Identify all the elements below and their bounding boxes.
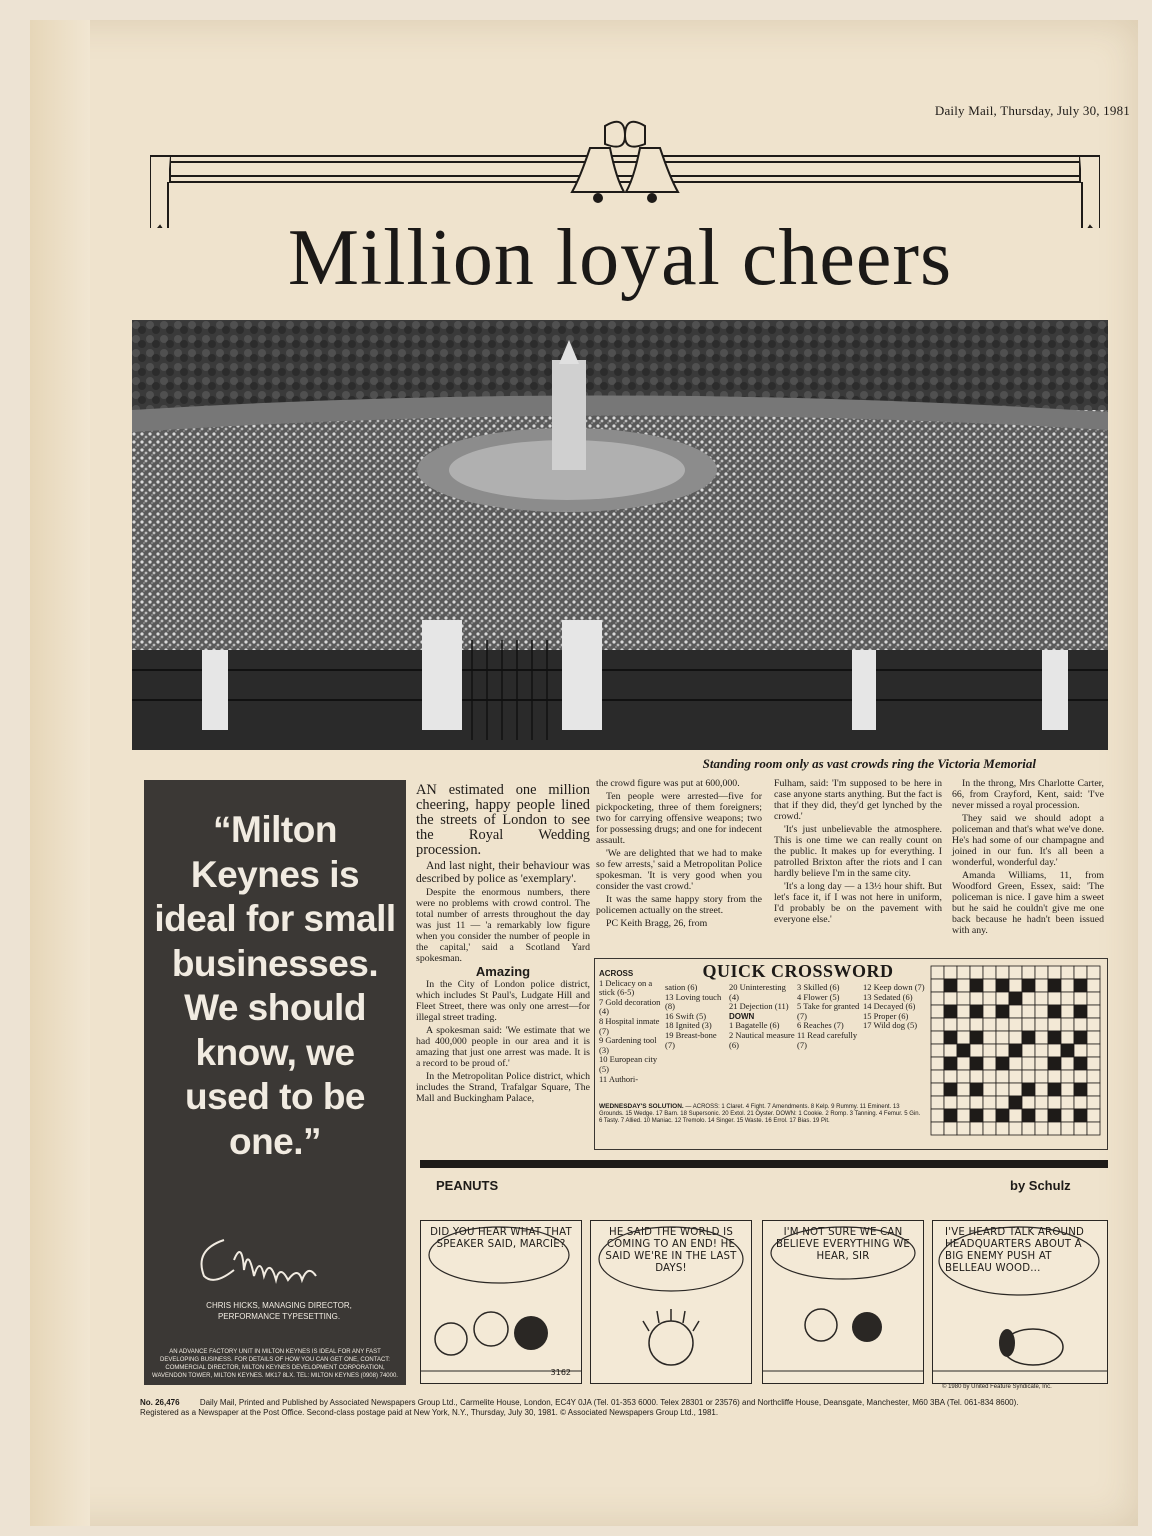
advert-quote: “Milton Keynes is ideal for small businesses. We should know, we used to be one.” — [154, 809, 396, 1162]
comic-art-icon — [421, 1221, 581, 1383]
solution-label: WEDNESDAY'S SOLUTION. — [599, 1103, 684, 1110]
crossword-cell — [931, 1109, 944, 1122]
crossword-cell — [1022, 1044, 1035, 1057]
crossword-cell — [931, 1018, 944, 1031]
crossword-cell — [1048, 1096, 1061, 1109]
crossword-cell — [957, 1109, 970, 1122]
crossword-cell — [1061, 1083, 1074, 1096]
crossword-cell — [970, 1044, 983, 1057]
crossword-cell — [970, 1122, 983, 1135]
crossword-cell — [944, 979, 957, 992]
crossword-cell — [1061, 966, 1074, 979]
crossword-cell — [1035, 992, 1048, 1005]
crossword-cell — [983, 966, 996, 979]
crossword-cell — [1022, 1109, 1035, 1122]
crossword-cell — [931, 1070, 944, 1083]
crossword-cell — [1074, 1018, 1087, 1031]
crossword-cell — [1009, 1109, 1022, 1122]
crossword-cell — [1009, 1018, 1022, 1031]
crossword-cell — [944, 1018, 957, 1031]
crossword-cell — [1035, 1044, 1048, 1057]
comic-panel-1 — [420, 1220, 582, 1384]
crossword-cell — [1061, 1109, 1074, 1122]
article-paragraph: In the throng, Mrs Charlotte Carter, 66, from Crayford, Kent, said: 'I've never missed a royal procession. — [952, 778, 1104, 811]
article-paragraph: It was the same happy story from the policemen actually on the street. — [596, 894, 762, 916]
dateline: Daily Mail, Thursday, July 30, 1981 — [934, 103, 1130, 118]
crossword-cell — [996, 966, 1009, 979]
article-paragraph: Despite the enormous numbers, there were no problems with crowd control. The total number of arrests throughout the day was just 11 — 'a remarkably low figure when you consider the number of people in the capital,' said a Scotland Yard spokesman. — [416, 887, 590, 964]
crossword-cell — [944, 1122, 957, 1135]
crossword-cell — [970, 979, 983, 992]
crossword-cell — [983, 1122, 996, 1135]
article-paragraph: 'It's a long day — a 13½ hour shift. But let's face it, if I was not here in uniform, I'd probably be on the pavement with everyone else.' — [774, 881, 942, 925]
crossword-cell — [1009, 1044, 1022, 1057]
crossword-cell — [1048, 1083, 1061, 1096]
crossword-cell — [996, 1109, 1009, 1122]
crossword-cell — [983, 1109, 996, 1122]
crossword-cell — [957, 1005, 970, 1018]
crossword-cell — [931, 1057, 944, 1070]
crossword-cell — [996, 1122, 1009, 1135]
signature-mark — [194, 1230, 354, 1290]
crossword-cell — [996, 1031, 1009, 1044]
crossword-cell — [1061, 992, 1074, 1005]
crowd-photo — [132, 320, 1108, 750]
crossword-cell — [996, 1096, 1009, 1109]
clue: 15 Proper (6) — [863, 1010, 909, 1021]
crossword-cell — [1074, 992, 1087, 1005]
crossword-cell — [996, 1057, 1009, 1070]
crossword-cell — [944, 1057, 957, 1070]
crossword-solution — [599, 1103, 925, 1126]
crossword-cell — [983, 992, 996, 1005]
comic-art-icon — [591, 1221, 751, 1383]
photo-caption: Standing room only as vast crowds ring the Victoria Memorial — [702, 756, 1036, 771]
crossword-cell — [1048, 979, 1061, 992]
crossword-cell — [1009, 966, 1022, 979]
article-column-3 — [774, 778, 942, 927]
crossword-cell — [957, 1096, 970, 1109]
crossword-cell — [1048, 1122, 1061, 1135]
crossword-cell — [1074, 1083, 1087, 1096]
article-paragraph: PC Keith Bragg, 26, from — [606, 918, 708, 929]
crossword-cell — [1087, 1018, 1100, 1031]
crossword-cell — [1048, 1044, 1061, 1057]
article-paragraph: 'We are delighted that we had to make so few arrests,' said a Metropolitan Police spokesman. 'It is very good when you consider the vast crowd.' — [596, 848, 762, 892]
clue: 9 Gardening tool (3) — [599, 1035, 657, 1055]
crossword-cell — [944, 1109, 957, 1122]
advert-footer: AN ADVANCE FACTORY UNIT IN MILTON KEYNES IS IDEAL FOR ANY FAST DEVELOPING BUSINESS. FOR DETAILS OF HOW YOU CAN GET ONE, CONTACT: COMMERCIAL DIRECTOR, MILTON KEYNES DEVELOPMENT CORPORATION, WAVENDON TOWER, MILTON KEYNES. MK17 8LX. TEL: MILTON KEYNES (0908) 74000. — [152, 1349, 398, 1379]
crossword-cell — [1061, 1018, 1074, 1031]
crossword-cell — [983, 1031, 996, 1044]
speech-bubble: DID YOU HEAR WHAT THAT SPEAKER SAID, MARCIE? — [430, 1227, 572, 1250]
crossword-cell — [1087, 1083, 1100, 1096]
crossword-grid — [929, 964, 1101, 1149]
article-column-4 — [952, 778, 1104, 938]
clue: 11 Authori- — [599, 1073, 639, 1084]
crossword-cell — [1074, 1109, 1087, 1122]
crossword-cell — [931, 992, 944, 1005]
crossword-cell — [1009, 1096, 1022, 1109]
crossword-cell — [1087, 1057, 1100, 1070]
crossword-cell — [1048, 1109, 1061, 1122]
crossword-cell — [996, 979, 1009, 992]
crossword-cell — [944, 992, 957, 1005]
article-column-1 — [416, 783, 590, 1106]
crossword-cell — [983, 1057, 996, 1070]
crossword-cell — [1048, 1018, 1061, 1031]
crossword-cell — [1035, 1070, 1048, 1083]
crossword-cell — [1022, 992, 1035, 1005]
crossword-cell — [970, 1018, 983, 1031]
crossword-title: QUICK CROSSWORD — [702, 961, 894, 981]
crossword-cell — [1009, 1031, 1022, 1044]
clue: 6 Reaches (7) — [797, 1020, 844, 1031]
article-paragraph: 'It's just unbelievable the atmosphere. This is one time we can really count on the public. It makes up for everything. I patrolled Brixton after the riots and I can hardly believe I'm in the same city. — [774, 824, 942, 879]
crossword-cell — [1035, 1083, 1048, 1096]
crossword-cell — [931, 1005, 944, 1018]
clue: 1 Delicacy on a stick (6-5) — [599, 977, 653, 998]
crossword-cell — [1048, 1005, 1061, 1018]
crossword-cell — [1074, 979, 1087, 992]
page-fold-edge — [30, 20, 90, 1526]
crossword-cell — [957, 979, 970, 992]
crossword-cell — [1009, 979, 1022, 992]
crossword-cell — [1061, 1057, 1074, 1070]
article-paragraph: And last night, their behaviour was described by police as 'exemplary'. — [416, 860, 590, 885]
crossword-cell — [983, 1044, 996, 1057]
crossword-cell — [1035, 1122, 1048, 1135]
comic-panel-4 — [932, 1220, 1108, 1384]
crossword-cell — [1087, 1031, 1100, 1044]
crossword-cell — [970, 1070, 983, 1083]
crossword-cell — [1087, 1005, 1100, 1018]
crossword-cell — [983, 1070, 996, 1083]
imprint — [140, 1398, 1045, 1418]
clue: sation (6) — [665, 982, 698, 992]
crossword-cell — [957, 992, 970, 1005]
crossword-cell — [1074, 1070, 1087, 1083]
article-paragraph: Fulham, said: 'I'm supposed to be here in case anyone starts anything. But the fact is that if they did, they'd get lynched by the crowd.' — [774, 778, 942, 822]
crossword-cell — [1061, 1044, 1074, 1057]
crossword-cell — [944, 1070, 957, 1083]
crossword-cell — [1022, 1031, 1035, 1044]
issue-number: No. 26,476 — [140, 1398, 180, 1407]
across-down-clues — [729, 983, 795, 1050]
crossword-cell — [1074, 966, 1087, 979]
crossword-cell — [931, 979, 944, 992]
crossword-cell — [944, 1044, 957, 1057]
crossword-cell — [1009, 1057, 1022, 1070]
article-paragraph: In the City of London police district, which includes St Paul's, Ludgate Hill and Fleet Street, there was only one arrest—for illegal street trading. — [416, 979, 590, 1023]
crossword-cell — [931, 1083, 944, 1096]
clue: 13 Loving touch (8) — [665, 991, 722, 1012]
crossword-cell — [957, 1044, 970, 1057]
clue: 3 Skilled (6) — [797, 982, 840, 992]
crossword-cell — [1035, 1096, 1048, 1109]
crossword-cell — [970, 1031, 983, 1044]
crossword-cell — [1022, 1057, 1035, 1070]
crossword-cell — [1009, 1083, 1022, 1096]
down-heading: DOWN — [729, 1011, 755, 1021]
crossword-cell — [1048, 1070, 1061, 1083]
speech-bubble: I'VE HEARD TALK AROUND HEADQUARTERS ABOUT A BIG ENEMY PUSH AT BELLEAU WOOD... — [945, 1227, 1085, 1274]
crossword-cell — [1061, 979, 1074, 992]
clue: 18 Ignited (3) — [665, 1020, 712, 1031]
speech-bubble: I'M NOT SURE WE CAN BELIEVE EVERYTHING WE HEAR, SIR — [775, 1227, 911, 1262]
crossword-cell — [1087, 992, 1100, 1005]
crossword-cell — [1074, 1122, 1087, 1135]
clue: 19 Breast-bone (7) — [665, 1029, 717, 1050]
clue: 16 Swift (5) — [665, 1010, 707, 1021]
crossword-cell — [1009, 992, 1022, 1005]
crossword-cell — [1022, 1005, 1035, 1018]
crossword-cell — [957, 966, 970, 979]
clue: 17 Wild dog (5) — [863, 1020, 918, 1031]
crossword-cell — [957, 1070, 970, 1083]
crossword-cell — [1009, 1122, 1022, 1135]
crossword-cell — [1022, 979, 1035, 992]
crossword-cell — [1061, 1096, 1074, 1109]
clue: 5 Take for granted (7) — [797, 1001, 860, 1021]
crossword-cell — [957, 1031, 970, 1044]
crossword-cell — [957, 1083, 970, 1096]
crossword-cell — [1061, 1031, 1074, 1044]
crossword-cell — [970, 1109, 983, 1122]
crossword-cell — [996, 1083, 1009, 1096]
milton-keynes-advert — [144, 780, 406, 1385]
crossword-cell — [1035, 1057, 1048, 1070]
section-rule — [420, 1160, 1108, 1168]
crossword-cell — [983, 1096, 996, 1109]
crossword-cell — [1087, 1070, 1100, 1083]
article-column-2 — [596, 778, 762, 931]
crossword-cell — [996, 992, 1009, 1005]
quick-crossword — [594, 958, 1108, 1150]
article-paragraph: the crowd figure was put at 600,000. — [596, 778, 740, 789]
crossword-cell — [983, 1018, 996, 1031]
crossword-cell — [970, 992, 983, 1005]
across-clues-2 — [665, 983, 727, 1050]
crossword-cell — [944, 1005, 957, 1018]
article-paragraph: In the Metropolitan Police district, which includes the Strand, Trafalgar Square, The Mall and Buckingham Palace, — [416, 1071, 590, 1104]
crossword-cell — [1061, 1122, 1074, 1135]
crossword-cell — [931, 1096, 944, 1109]
crossword-cell — [970, 1057, 983, 1070]
comic-panel-2 — [590, 1220, 752, 1384]
crossword-grid-svg — [929, 964, 1101, 1144]
crossword-cell — [1087, 1122, 1100, 1135]
crossword-cell — [1009, 1070, 1022, 1083]
crossword-cell — [1087, 979, 1100, 992]
clue: 20 Uninteresting (4) — [729, 982, 786, 1002]
crossword-cell — [996, 1070, 1009, 1083]
crossword-cell — [944, 1096, 957, 1109]
crossword-cell — [1048, 992, 1061, 1005]
across-heading: ACROSS — [599, 969, 634, 978]
crossword-cell — [944, 1083, 957, 1096]
article-lede: AN estimated one million cheering, happy people lined the streets of London to see the Royal Wedding procession. — [416, 782, 590, 858]
comic-title: PEANUTS — [436, 1178, 499, 1193]
crossword-cell — [931, 1122, 944, 1135]
crossword-cell — [1035, 979, 1048, 992]
crossword-cell — [983, 1005, 996, 1018]
crossword-cell — [931, 1044, 944, 1057]
strip-number: 3162 — [550, 1368, 571, 1377]
crossword-cell — [957, 1018, 970, 1031]
crossword-cell — [1022, 1070, 1035, 1083]
signature-caption: CHRIS HICKS, MANAGING DIRECTOR, PERFORMANCE TYPESETTING. — [206, 1301, 352, 1321]
clue: 13 Sedated (6) — [863, 991, 913, 1002]
crossword-cell — [1087, 966, 1100, 979]
clue: 8 Hospital inmate (7) — [599, 1015, 660, 1036]
crossword-cell — [1048, 1057, 1061, 1070]
crossword-cell — [1074, 1044, 1087, 1057]
crossword-cell — [970, 1096, 983, 1109]
crossword-cell — [996, 1018, 1009, 1031]
crossword-cell — [1022, 1122, 1035, 1135]
crossword-cell — [970, 966, 983, 979]
imprint-text: Daily Mail, Printed and Published by Associated Newspapers Group Ltd., Carmelite House, London, EC4Y 0JA (Tel. 01-353 6000. Telex 28301 or 23576) and Northcliffe House, Deansgate, Manchester, M60 3BA (Tel. 061-834 8600). Registered as a Newspaper at the Post Office. Second-class postage paid at New York, N.Y., Thursday, July 30, 1981. © Associated Newspapers Group Ltd., 1981. — [140, 1398, 1019, 1417]
clue: 11 Read carefully (7) — [797, 1029, 858, 1050]
crossword-cell — [1022, 1018, 1035, 1031]
crossword-cell — [970, 1005, 983, 1018]
crossword-cell — [1087, 1096, 1100, 1109]
crossword-cell — [944, 966, 957, 979]
clue: 10 European city (5) — [599, 1054, 658, 1074]
crossword-cell — [1048, 1031, 1061, 1044]
crossword-cell — [1035, 1031, 1048, 1044]
crossword-cell — [1087, 1109, 1100, 1122]
crossword-cell — [1022, 1083, 1035, 1096]
crossword-cell — [931, 1031, 944, 1044]
crossword-cell — [1074, 1005, 1087, 1018]
comic-art-icon — [933, 1221, 1107, 1383]
crossword-cell — [1048, 966, 1061, 979]
crossword-cell — [1022, 1096, 1035, 1109]
clue: 1 Bagatelle (6) — [729, 1020, 780, 1031]
clue: 12 Keep down (7) — [863, 982, 925, 992]
article-paragraph: Amanda Williams, 11, from Woodford Green, Essex, said: 'The policeman is nice. I gave him a sweet but he said he couldn't give me one back because he hadn't been issued with any. — [952, 870, 1104, 936]
crossword-cell — [1035, 1018, 1048, 1031]
crossword-cell — [957, 1122, 970, 1135]
comic-byline: by Schulz — [1010, 1178, 1071, 1193]
crossword-cell — [1009, 1005, 1022, 1018]
crossword-cell — [1074, 1096, 1087, 1109]
down-clues-1 — [797, 983, 861, 1050]
crossword-cell — [1087, 1044, 1100, 1057]
article-paragraph: Ten people were arrested—five for pickpocketing, three of them foreigners; two for carrying offensive weapons; two for possessing drugs; and one for indecent assault. — [596, 791, 762, 846]
headline: Million loyal cheers — [287, 214, 953, 302]
crowd-photo-image — [132, 320, 1108, 750]
speech-bubble: HE SAID THE WORLD IS COMING TO AN END! HE SAID WE'RE IN THE LAST DAYS! — [605, 1227, 737, 1274]
crossword-cell — [1074, 1031, 1087, 1044]
crossword-cell — [996, 1044, 1009, 1057]
crossword-cell — [931, 966, 944, 979]
comic-panel-3 — [762, 1220, 924, 1384]
clue: 14 Decayed (6) — [863, 1001, 916, 1012]
article-paragraph: They said we should adopt a policeman and that's what we've done. He's had some of our champagne and joined in our fun. It's all been a wonderful, wonderful day.' — [952, 813, 1104, 868]
crossword-cell — [970, 1083, 983, 1096]
across-clues-1 — [599, 969, 663, 1084]
crossword-cell — [944, 1031, 957, 1044]
crossword-cell — [1061, 1070, 1074, 1083]
crossword-cell — [983, 979, 996, 992]
crossword-cell — [996, 1005, 1009, 1018]
article-paragraph: A spokesman said: 'We estimate that we had 400,000 people in our area and it is amazing that just one arrest was made. It is a record to be proud of.' — [416, 1025, 590, 1069]
clue: 4 Flower (5) — [797, 991, 840, 1002]
comic-copyright: © 1980 by United Feature Syndicate, Inc. — [942, 1384, 1052, 1390]
clue: 7 Gold decoration (4) — [599, 996, 661, 1017]
comic-art-icon — [763, 1221, 923, 1383]
crossword-cell — [1035, 1109, 1048, 1122]
crossword-cell — [1061, 1005, 1074, 1018]
crossword-cell — [1035, 966, 1048, 979]
clue: 21 Dejection (11) — [729, 1001, 789, 1012]
signature — [194, 1230, 354, 1290]
clue: 2 Nautical measure (6) — [729, 1029, 795, 1050]
article-subhead: Amazing — [475, 964, 531, 979]
crossword-cell — [1022, 966, 1035, 979]
crossword-cell — [1074, 1057, 1087, 1070]
down-clues-2 — [863, 983, 925, 1031]
crossword-cell — [983, 1083, 996, 1096]
crossword-cell — [957, 1057, 970, 1070]
solution-text: — ACROSS: 1 Claret. 4 Fight. 7 Amendments. 8 Kelp. 9 Rummy. 11 Eminent. 13 Grounds. 15 Wedge. 17 Barn. 18 Supersonic. 20 Extol. 21 Oyster. DOWN: 1 Cookie. 2 Romp. 3 Tanning. 4 Femur. 5 Gin. 6 Tasty. 7 Allied. 10 Maniac. 12 Tremolo. 14 Singer. 15 Waste. 16 Errol. 17 Bias. 19 Pit. — [599, 1104, 921, 1125]
crossword-cell — [1035, 1005, 1048, 1018]
